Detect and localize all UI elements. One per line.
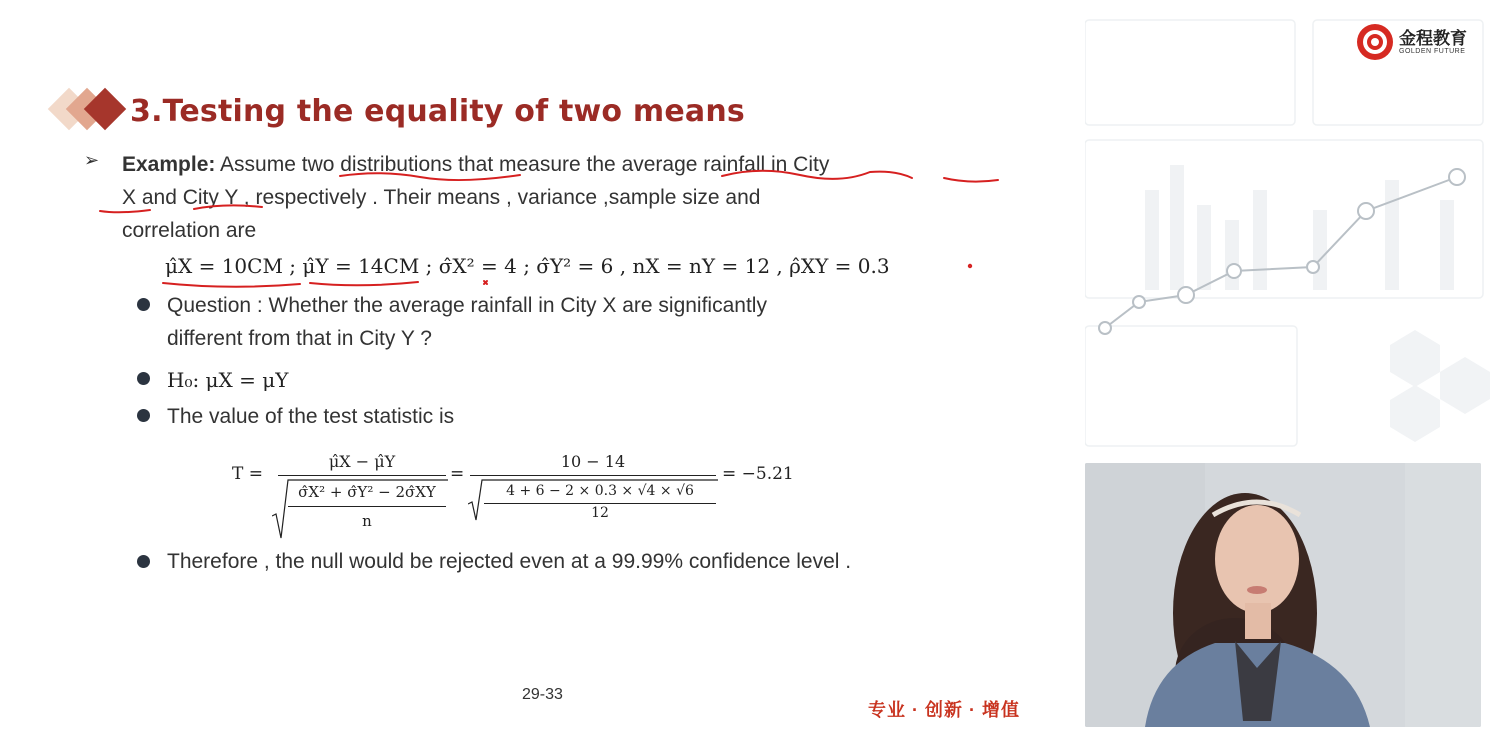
slogan: 专业 · 创新 · 增值 xyxy=(868,700,1020,720)
bullet-conclusion: Therefore , the null would be rejected even at a 99.99% confidence level . xyxy=(167,550,852,573)
formula-lhs: T = xyxy=(232,464,263,484)
logo xyxy=(1355,22,1467,62)
example-label: Example: xyxy=(122,153,216,176)
bullet-question-line-2: different from that in City Y ? xyxy=(167,327,432,350)
formula-numerator-1: μ̂X − μ̂Y xyxy=(328,452,396,471)
presenter-video xyxy=(1085,463,1481,727)
formula-denominator-1-n: n xyxy=(362,512,372,530)
arrow-bullet-icon: ➢ xyxy=(84,150,100,170)
logo-text-en: GOLDEN FUTURE xyxy=(1399,47,1466,55)
presenter-figure xyxy=(1085,463,1481,727)
formula-denominator-2: 4 + 6 − 2 × 0.3 × √4 × √6 xyxy=(506,483,694,499)
example-line-2: X and City Y , respectively . Their means , variance ,sample size and xyxy=(122,186,761,209)
formula-numerator-2: 10 − 14 xyxy=(560,452,626,471)
formula-denominator-1: σ̂X² + σ̂Y² − 2σ̂XY xyxy=(298,483,436,501)
formula-denominator-2-n: 12 xyxy=(591,505,609,521)
slide-title: 3.Testing the equality of two means xyxy=(130,93,745,129)
page-number: 29-33 xyxy=(522,686,563,703)
example-text: Assume two distributions that measure the average rainfall in City xyxy=(215,153,830,176)
golden-future-logo-icon xyxy=(1355,22,1395,62)
formula-result: = −5.21 xyxy=(722,464,794,484)
formula-equals: = xyxy=(450,464,465,484)
decorative-chart-graphic xyxy=(1085,0,1500,463)
bullet-question-line-1: Question : Whether the average rainfall in City X are significantly xyxy=(167,294,767,317)
params-line: μ̂X = 10CM ; μ̂Y = 14CM ; σ̂X² = 4 ; σ̂Y² = 6 , nX = nY = 12 , ρ̂XY = 0.3 xyxy=(165,254,890,278)
example-line-3: correlation are xyxy=(122,219,257,242)
logo-text-cn: 金程教育 xyxy=(1399,28,1467,48)
bullet-hypothesis: H₀: μX = μY xyxy=(167,368,289,392)
bullet-test-statistic: The value of the test statistic is xyxy=(167,405,455,428)
